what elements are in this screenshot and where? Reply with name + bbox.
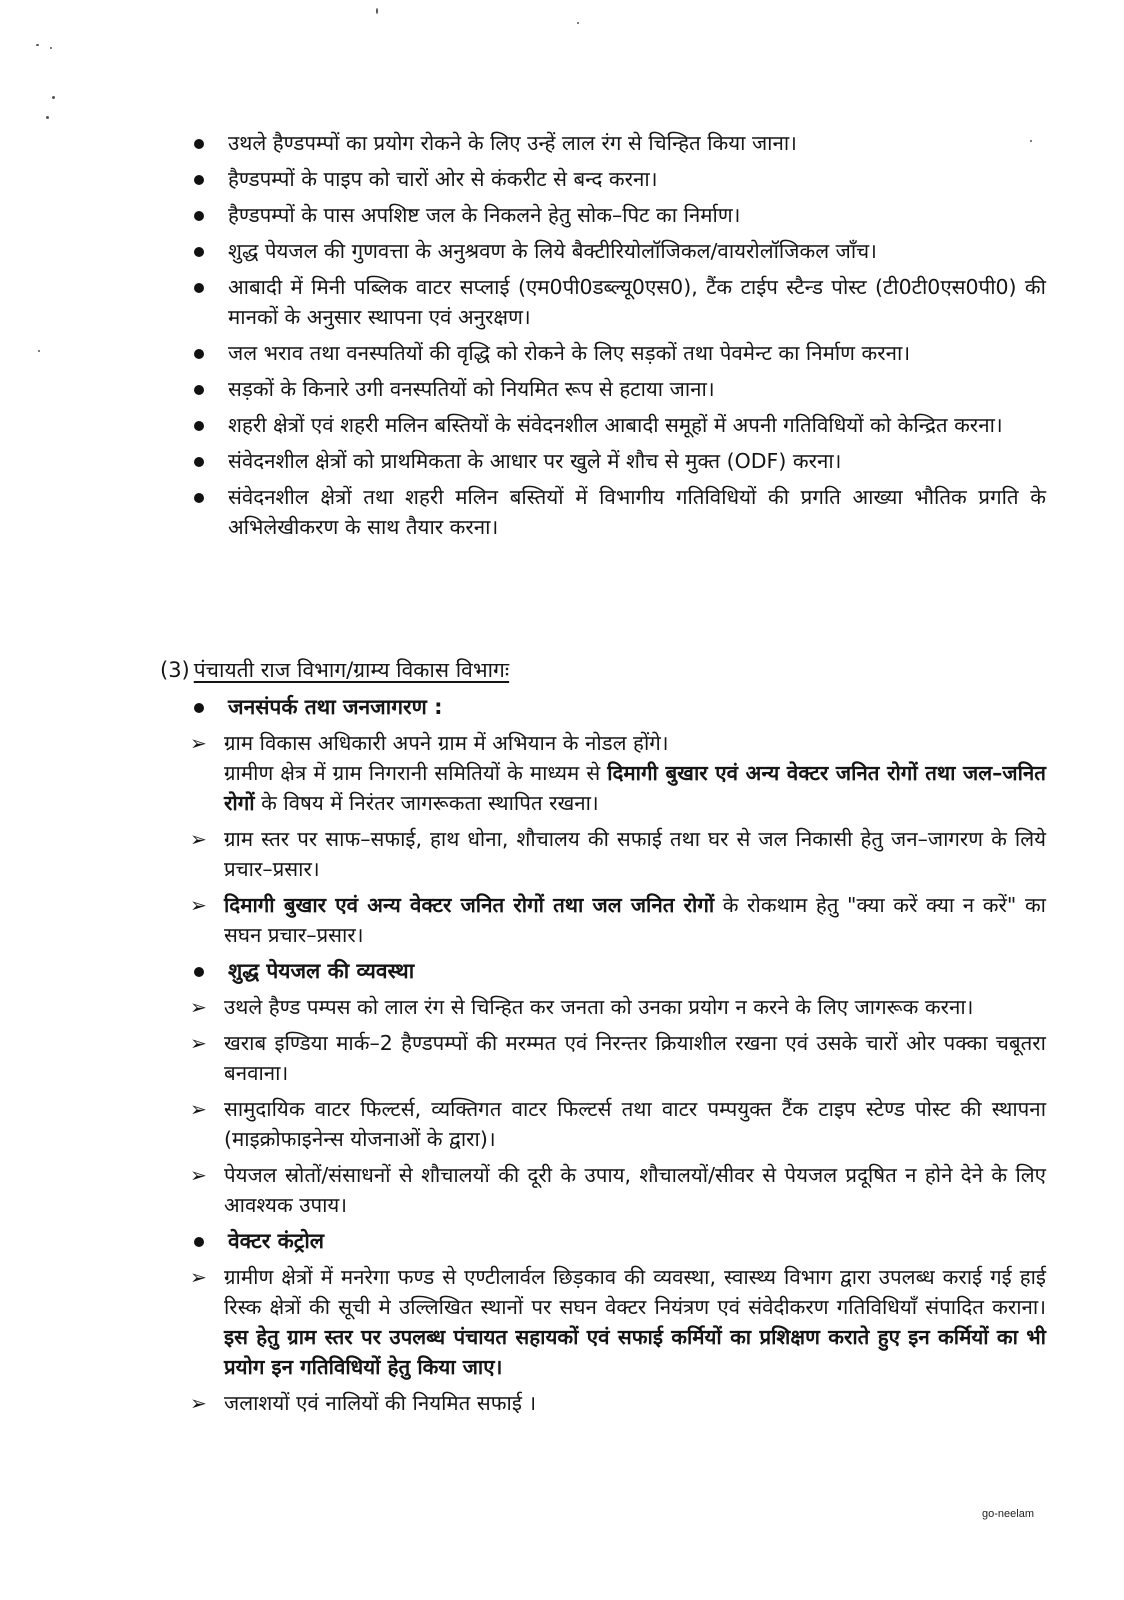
list-item-text: आबादी में मिनी पब्लिक वाटर सप्लाई (एम0पी0डब्ल्यू0एस0), टैंक टाईप स्टैन्ड पोस्ट (टी0टी0एस0पी0) की मानकों के अनुसार स्थापना एवं अनुरक्षण। (228, 275, 1046, 329)
list-item (190, 482, 1046, 542)
bullet-dot-icon (194, 139, 204, 149)
list-item-text: सामुदायिक वाटर फिल्टर्स, व्यक्तिगत वाटर फिल्टर्स तथा वाटर पम्पयुक्त टैंक टाइप स्टेण्ड पोस्ट की स्थापना (माइक्रोफाइनेन्स योजनाओं के द्वारा)। (224, 1097, 1046, 1151)
list-item (190, 446, 1046, 476)
list-item-text: ग्राम स्तर पर साफ–सफाई, हाथ धोना, शौचालय की सफाई तथा घर से जल निकासी हेतु जन–जागरण के लिये प्रचार–प्रसार। (224, 827, 1046, 881)
arrow-right-icon: ➢ (190, 995, 207, 1019)
list-item (190, 1028, 1046, 1088)
arrow-right-icon: ➢ (190, 1163, 207, 1187)
text-run: ग्रामीण क्षेत्रों में मनरेगा फण्ड से एण्टीलार्वल छिड़काव की व्यवस्था, स्वास्थ्य विभाग द्वारा उपलब्ध कराई गई हाई रिस्क क्षेत्रों की सूची मे उल्लिखित स्थानों पर सघन वेक्टर नियंत्रण एवं संवेदीकरण गतिविधियाँ संपादित कराना। (224, 1265, 1046, 1319)
arrow-right-icon: ➢ (190, 1391, 207, 1415)
bullet-dot-icon (194, 1237, 204, 1247)
top-bullet-list (190, 128, 1046, 548)
scan-speck (577, 22, 579, 24)
list-item (190, 992, 1046, 1022)
arrow-right-icon: ➢ (190, 893, 207, 917)
subheading-text: जनसंपर्क तथा जनजागरण : (228, 695, 443, 719)
section-number: (3) (160, 658, 190, 682)
arrow-right-icon: ➢ (190, 827, 207, 851)
list-item-text: संवेदनशील क्षेत्रों को प्राथमिकता के आधार पर खुले में शौच से मुक्त (ODF) करना। (228, 449, 842, 473)
list-item-text: खराब इण्डिया मार्क–2 हैण्डपम्पों की मरम्मत एवं निरन्तर क्रियाशील रखना एवं उसके चारों ओर पक्का चबूतरा बनवाना। (224, 1031, 1046, 1085)
arrow-right-icon: ➢ (190, 731, 207, 755)
list-item-text: संवेदनशील क्षेत्रों तथा शहरी मलिन बस्तियों में विभागीय गतिविधियों की प्रगति आख्या भौतिक प्रगति के अभिलेखीकरण के साथ तैयार करना। (228, 485, 1046, 539)
subheading-public-awareness (190, 692, 1046, 722)
text-run: के रोकथाम हेतु "क्या करें क्या न करें" का सघन प्रचार–प्रसार। (224, 893, 1046, 947)
bullet-dot-icon (194, 703, 204, 713)
list-item (190, 374, 1046, 404)
list-item-text: ग्राम विकास अधिकारी अपने ग्राम में अभियान के नोडल होंगे। (224, 731, 669, 755)
bullet-dot-icon (194, 385, 204, 395)
list-item-text: उथले हैण्डपम्पों का प्रयोग रोकने के लिए उन्हें लाल रंग से चिन्हित किया जाना। (228, 131, 797, 155)
list-item (190, 338, 1046, 368)
scan-speck (376, 8, 378, 14)
list-item (190, 164, 1046, 194)
list-item-text: शुद्ध पेयजल की गुणवत्ता के अनुश्रवण के लिये बैक्टीरियोलॉजिकल/वायरोलॉजिकल जाँच। (228, 239, 877, 263)
text-run: ग्रामीण क्षेत्र में ग्राम निगरानी समितियों के माध्यम से (224, 761, 608, 785)
section-body (190, 690, 1046, 1424)
section-heading (160, 655, 509, 685)
list-item (190, 1262, 1046, 1382)
list-item-text: पेयजल स्रोतों/संसाधनों से शौचालयों की दूरी के उपाय, शौचालयों/सीवर से पेयजल प्रदूषित न होने देने के लिए आवश्यक उपाय। (224, 1163, 1046, 1217)
list-item-text: सड़कों के किनारे उगी वनस्पतियों को नियमित रूप से हटाया जाना। (228, 377, 715, 401)
list-item-text: हैण्डपम्पों के पाइप को चारों ओर से कंकरीट से बन्द करना। (228, 167, 658, 191)
subheading-drinking-water (190, 956, 1046, 986)
bullet-dot-icon (194, 457, 204, 467)
list-item (190, 824, 1046, 884)
list-item-text: हैण्डपम्पों के पास अपशिष्ट जल के निकलने हेतु सोक–पिट का निर्माण। (228, 203, 741, 227)
list-item (190, 236, 1046, 266)
scan-speck (50, 47, 52, 49)
subheading-text: वेक्टर कंट्रोल (228, 1229, 324, 1253)
list-item (190, 1094, 1046, 1154)
bold-text-run: इस हेतु ग्राम स्तर पर उपलब्ध पंचायत सहायकों एवं सफाई कर्मियों का प्रशिक्षण कराते हुए इन कर्मियों का भी प्रयोग इन गतिविधियों हेतु किया जाए। (224, 1325, 1046, 1379)
bullet-dot-icon (194, 967, 204, 977)
bullet-dot-icon (194, 175, 204, 185)
list-item (190, 890, 1046, 950)
footer-tag: go-neelam (982, 1508, 1034, 1520)
subheading-text: शुद्ध पेयजल की व्यवस्था (228, 959, 415, 983)
list-item (190, 1160, 1046, 1220)
subheading-vector-control (190, 1226, 1046, 1256)
list-item (190, 272, 1046, 332)
list-item (190, 128, 1046, 158)
bullet-dot-icon (194, 247, 204, 257)
arrow-right-icon: ➢ (190, 1097, 207, 1121)
list-item-text: जल भराव तथा वनस्पतियों की वृद्धि को रोकने के लिए सड़कों तथा पेवमेन्ट का निर्माण करना। (228, 341, 911, 365)
bold-text-run: दिमागी बुखार एवं अन्य वेक्टर जनित रोगों तथा जल–जनित रोगों (224, 761, 1046, 815)
list-item-continuation (224, 758, 1046, 818)
section-title: पंचायती राज विभाग/ग्राम्य विकास विभागः (193, 658, 510, 682)
arrow-right-icon: ➢ (190, 1031, 207, 1055)
scan-speck (36, 44, 39, 46)
bullet-dot-icon (194, 421, 204, 431)
bullet-dot-icon (194, 211, 204, 221)
bullet-dot-icon (194, 283, 204, 293)
bullet-dot-icon (194, 349, 204, 359)
list-item (190, 200, 1046, 230)
text-run: के विषय में निरंतर जागरूकता स्थापित रखना। (254, 791, 599, 815)
scan-speck (52, 96, 55, 99)
bold-text-run: दिमागी बुखार एवं अन्य वेक्टर जनित रोगों तथा जल जनित रोगों (224, 893, 715, 917)
list-item-text: जलाशयों एवं नालियों की नियमित सफाई । (224, 1391, 537, 1415)
bullet-dot-icon (194, 493, 204, 503)
list-item (190, 410, 1046, 440)
list-item (190, 728, 1046, 818)
scan-speck (46, 116, 49, 119)
scan-speck (38, 350, 40, 352)
list-item-text: उथले हैण्ड पम्पस को लाल रंग से चिन्हित कर जनता को उनका प्रयोग न करने के लिए जागरूक करना। (224, 995, 974, 1019)
list-item (190, 1388, 1046, 1418)
arrow-right-icon: ➢ (190, 1265, 207, 1289)
list-item-text: शहरी क्षेत्रों एवं शहरी मलिन बस्तियों के संवेदनशील आबादी समूहों में अपनी गतिविधियों को केन्द्रित करना। (228, 413, 1003, 437)
